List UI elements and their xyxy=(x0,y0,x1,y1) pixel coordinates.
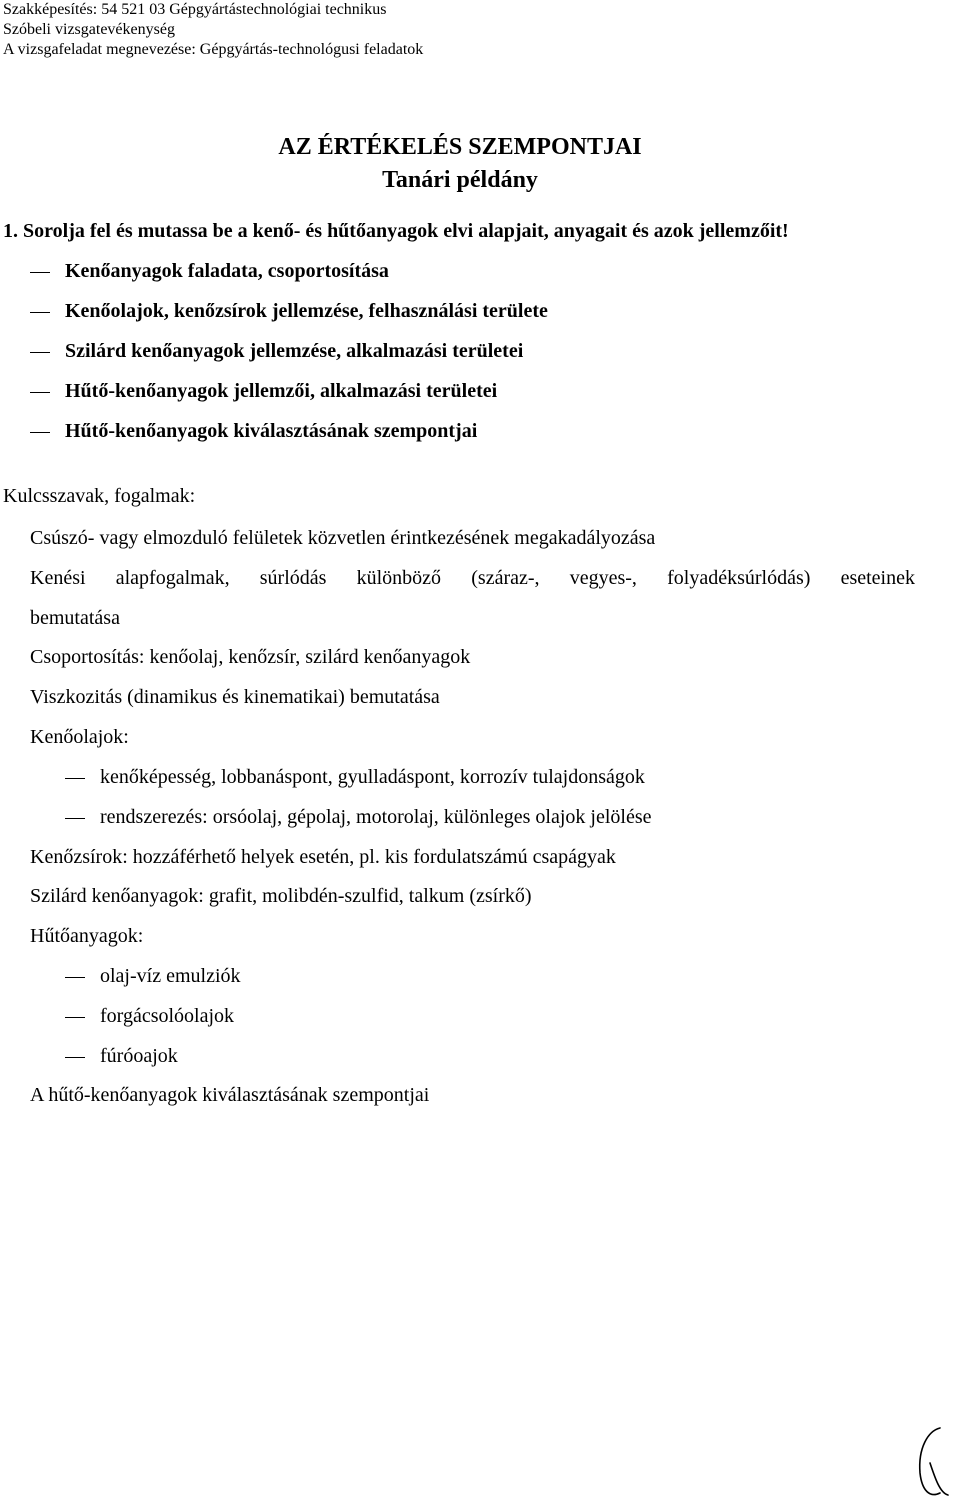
body-line: bemutatása xyxy=(30,607,120,629)
header-exam-type: Szóbeli vizsgatevékenység xyxy=(3,21,175,38)
bold-list-item: Hűtő-kenőanyagok jellemzői, alkalmazási területei xyxy=(30,380,497,403)
document-header xyxy=(3,0,423,60)
bold-list-item: Hűtő-kenőanyagok kiválasztásának szempontjai xyxy=(30,420,477,443)
body-line: Szilárd kenőanyagok: grafit, molibdén-szulfid, talkum (zsírkő) xyxy=(30,885,532,907)
body-line: Csoportosítás: kenőolaj, kenőzsír, szilárd kenőanyagok xyxy=(30,646,471,668)
dash-bullet xyxy=(30,300,50,323)
oils-label: Kenőolajok: xyxy=(30,726,129,748)
page-title: AZ ÉRTÉKELÉS SZEMPONTJAI xyxy=(278,134,642,160)
dash-bullet xyxy=(30,380,50,403)
dash-bullet xyxy=(30,340,50,363)
coolants-list-item: olaj-víz emulziók xyxy=(65,965,241,988)
oils-list-item: kenőképesség, lobbanáspont, gyulladáspont, korrozív tulajdonságok xyxy=(65,766,645,789)
dash-bullet xyxy=(65,766,85,789)
dash-bullet xyxy=(65,965,85,988)
bold-list-item: Kenőanyagok faladata, csoportosítása xyxy=(30,260,389,283)
dash-bullet xyxy=(65,1005,85,1028)
page-subtitle: Tanári példány xyxy=(382,167,538,193)
coolants-label: Hűtőanyagok: xyxy=(30,925,144,947)
header-task-name: A vizsgafeladat megnevezése: Gépgyártás-technológusi feladatok xyxy=(3,41,424,58)
coolants-list-item: fúróoajok xyxy=(65,1045,178,1068)
question-heading: 1. Sorolja fel és mutassa be a kenő- és hűtőanyagok elvi alapjait, anyagait és azok jellemzőit! xyxy=(3,220,789,242)
body-line-justified: Kenési alapfogalmak, súrlódás különböző (száraz-, vegyes-, folyadéksúrlódás) eseteinek xyxy=(30,567,915,589)
dash-bullet xyxy=(65,806,85,829)
body-line: Kenőzsírok: hozzáférhető helyek esetén, pl. kis fordulatszámú csapágyak xyxy=(30,846,616,868)
dash-bullet xyxy=(65,1045,85,1068)
keywords-label: Kulcsszavak, fogalmak: xyxy=(3,485,196,507)
signature-mark xyxy=(910,1423,950,1503)
dash-bullet xyxy=(30,260,50,283)
body-line: A hűtő-kenőanyagok kiválasztásának szempontjai xyxy=(30,1084,430,1106)
oils-list-item: rendszerezés: orsóolaj, gépolaj, motorolaj, különleges olajok jelölése xyxy=(65,806,652,829)
bold-list-item: Szilárd kenőanyagok jellemzése, alkalmazási területei xyxy=(30,340,523,363)
header-qualification: Szakképesítés: 54 521 03 Gépgyártástechnológiai technikus xyxy=(3,1,387,18)
dash-bullet xyxy=(30,420,50,443)
body-line: Viszkozitás (dinamikus és kinematikai) bemutatása xyxy=(30,686,440,708)
body-line: Csúszó- vagy elmozduló felületek közvetlen érintkezésének megakadályozása xyxy=(30,527,656,549)
coolants-list-item: forgácsolóolajok xyxy=(65,1005,234,1028)
bold-list-item: Kenőolajok, kenőzsírok jellemzése, felhasználási területe xyxy=(30,300,548,323)
